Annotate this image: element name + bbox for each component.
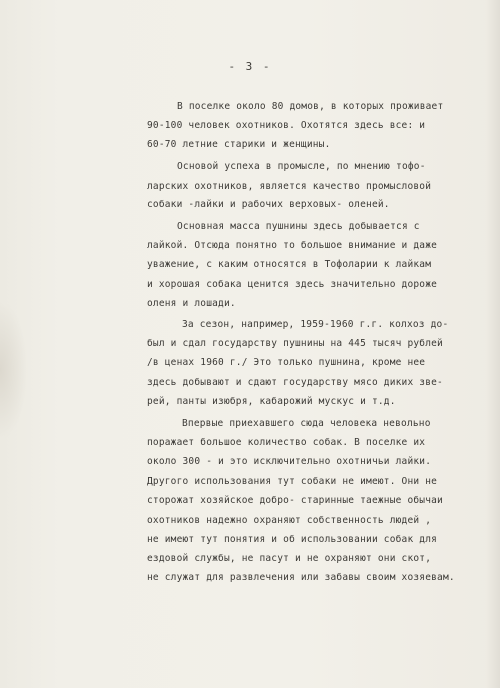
- text-line: собаки -лайки и рабочих верховых- оленей.: [147, 199, 390, 210]
- page-number: - 3 -: [228, 60, 272, 73]
- text-line: здесь добывают и сдают государству мясо диких зве-: [147, 377, 443, 388]
- text-line: уважение, с каким относятся в Тофоларии к лайкам: [147, 259, 432, 270]
- text-line: В поселке около 80 домов, в которых проживает: [177, 101, 444, 112]
- text-line: ларских охотников, является качество промысловой: [147, 181, 432, 192]
- text-line: Основой успеха в промысле, по мнению тофо-: [177, 161, 426, 172]
- text-line: Впервые приехавшего сюда человека невольно: [182, 418, 431, 429]
- text-line: не служат для развлечения или забавы своим хозяевам.: [147, 572, 455, 583]
- text-line: не имеют тут понятия и об использовании собак для: [147, 534, 438, 545]
- text-line: рей, панты изюбря, кабарожий мускус и т.д.: [147, 396, 396, 407]
- text-line: поражает большое количество собак. В поселке их: [147, 437, 426, 448]
- text-line: сторожат хозяйское добро- старинные таежные обычаи: [147, 495, 443, 506]
- text-line: был и сдал государству пушнины на 445 тысяч рублей: [147, 338, 443, 349]
- text-line: охотников надежно охраняют собственность людей ,: [147, 515, 432, 526]
- text-line: около 300 - и это исключительно охотничьи лайки.: [147, 456, 432, 467]
- page-shadow: [0, 300, 28, 440]
- page-edge: [486, 0, 500, 688]
- text-line: и хорошая собака ценится здесь значительно дороже: [147, 279, 438, 290]
- text-line: 90-100 человек охотников. Охотятся здесь все: и: [147, 120, 426, 131]
- text-line: ездовой службы, не пасут и не охраняют они скот,: [147, 553, 432, 564]
- text-line: лайкой. Отсюда понятно то большое внимание и даже: [147, 240, 438, 251]
- text-line: /в ценах 1960 г./ Это только пушнина, кроме нее: [147, 357, 426, 368]
- text-line: Другого использования тут собаки не имеют. Они не: [147, 476, 438, 487]
- text-line: Основная масса пушнины здесь добывается с: [177, 221, 420, 232]
- text-line: 60-70 летние старики и женщины.: [147, 139, 331, 150]
- text-line: За сезон, например, 1959-1960 г.г. колхоз до-: [182, 319, 449, 330]
- text-line: оленя и лошади.: [147, 298, 236, 309]
